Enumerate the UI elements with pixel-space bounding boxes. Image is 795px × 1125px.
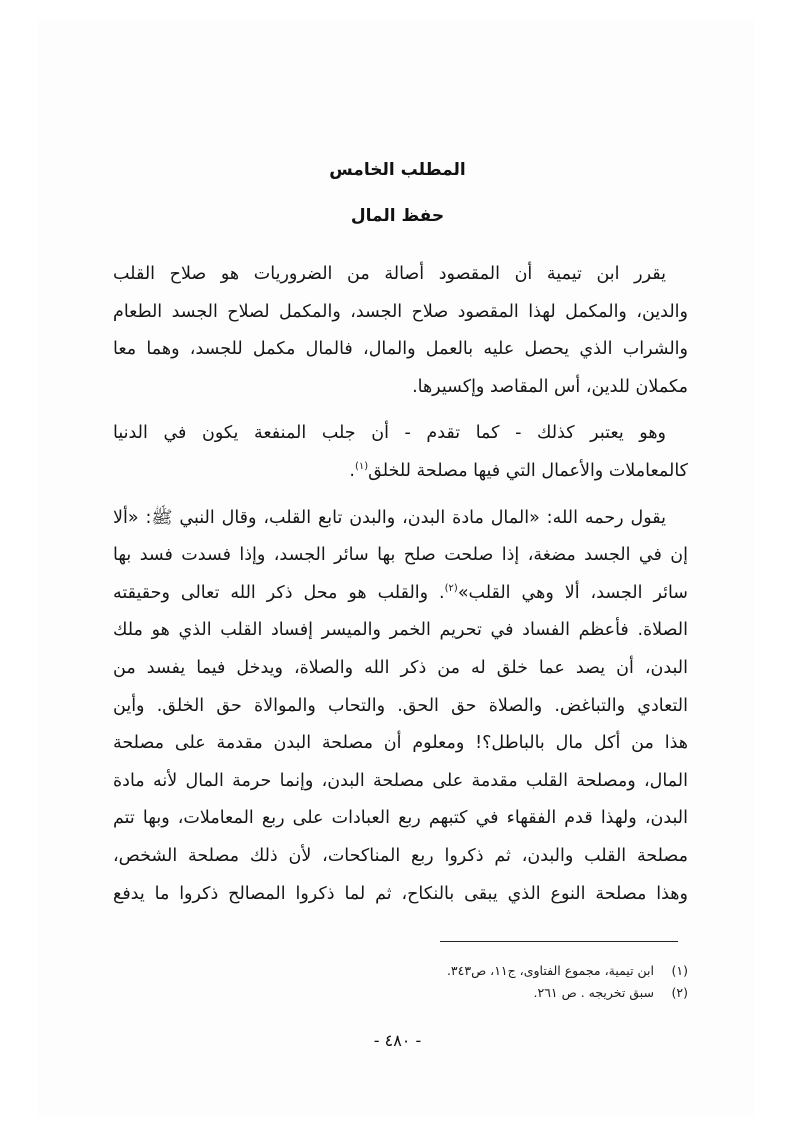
text-line (113, 575, 688, 613)
text-line: مكملان للدين، أس المقاصد وإكسيرها. (412, 376, 688, 397)
footnote-ref-2[interactable]: (٢) (444, 582, 458, 594)
body-text (113, 256, 688, 913)
text-line: هذا من أكل مال بالباطل؟! ومعلوم أن مصلحة البدن مقدمة على مصلحة (113, 733, 688, 754)
footnote-text: سبق تخريجه . ص ٢٦١. (533, 985, 655, 1000)
footnote-text: ابن تيمية، مجموع الفتاوى، ج١١، ص٣٤٣. (446, 963, 655, 978)
text-line: إن في الجسد مضغة، إذا صلحت صلح بها سائر الجسد، وإذا فسدت فسد بها (113, 545, 688, 566)
text-line: وهو يعتبر كذلك - كما تقدم - أن جلب المنفعة يكون في الدنيا (113, 423, 666, 444)
footnote-number: (٢) (671, 985, 688, 1000)
paragraph (113, 500, 688, 914)
text-line: مصلحة القلب والبدن، ثم ذكروا ربع المناكحات، لأن ذلك مصلحة الشخص، (113, 845, 688, 866)
text-line: المال، ومصلحة القلب مقدمة على مصلحة البدن، وإنما حرمة المال لأنه مادة (113, 770, 688, 791)
paragraph (113, 415, 688, 490)
text-line: يقول رحمه الله: «المال مادة البدن، والبدن تابع القلب، وقال النبي ﷺ: «ألا (113, 507, 666, 528)
footnote-1 (113, 960, 688, 982)
footnote-ref-1[interactable]: (١) (354, 461, 369, 473)
footnote-2 (113, 982, 688, 1004)
text-line: التعادي والتباغض. والصلاة حق الحق. والتحاب والموالاة حق الخلق. وأين (113, 695, 688, 716)
text-segment: . والقلب هو محل ذكر الله تعالى وحقيقته (113, 582, 445, 603)
text-line: والشراب الذي يحصل عليه بالعمل والمال، فالمال مكمل للجسد، وهما معا (113, 339, 688, 360)
section-heading: المطلب الخامس (329, 160, 466, 180)
text-segment: كالمعاملات والأعمال التي فيها مصلحة للخلق (368, 460, 688, 481)
text-line: يقرر ابن تيمية أن المقصود أصالة من الضروريات هو صلاح القلب (113, 264, 666, 284)
text-segment: . (349, 460, 355, 481)
paragraph (113, 256, 688, 406)
text-line: والدين، والمكمل لهذا المقصود صلاح الجسد، والمكمل لصلاح الجسد الطعام (113, 301, 688, 322)
footnotes (113, 960, 688, 1004)
text-line (113, 453, 688, 491)
text-line: البدن، أن يصد عما خلق له من ذكر الله والصلاة، ويدخل فيما يفسد من (113, 657, 688, 678)
text-line: الصلاة. فأعظم الفساد في تحريم الخمر والميسر إفساد القلب الذي هو ملك (113, 620, 688, 641)
footnote-number: (١) (671, 963, 688, 978)
text-segment: سائر الجسد، ألا وهي القلب» (457, 582, 688, 603)
footnote-separator (440, 941, 678, 942)
text-line: وهذا مصلحة النوع الذي يبقى بالنكاح، ثم لما ذكروا المصالح ذكروا ما يدفع (113, 883, 688, 904)
page-number: - ٤٨٠ - (373, 1031, 422, 1050)
text-line: البدن، ولهذا قدم الفقهاء في كتبهم ربع العبادات على ربع المعاملات، وبها تتم (113, 808, 688, 829)
section-subheading: حفظ المال (350, 206, 445, 226)
